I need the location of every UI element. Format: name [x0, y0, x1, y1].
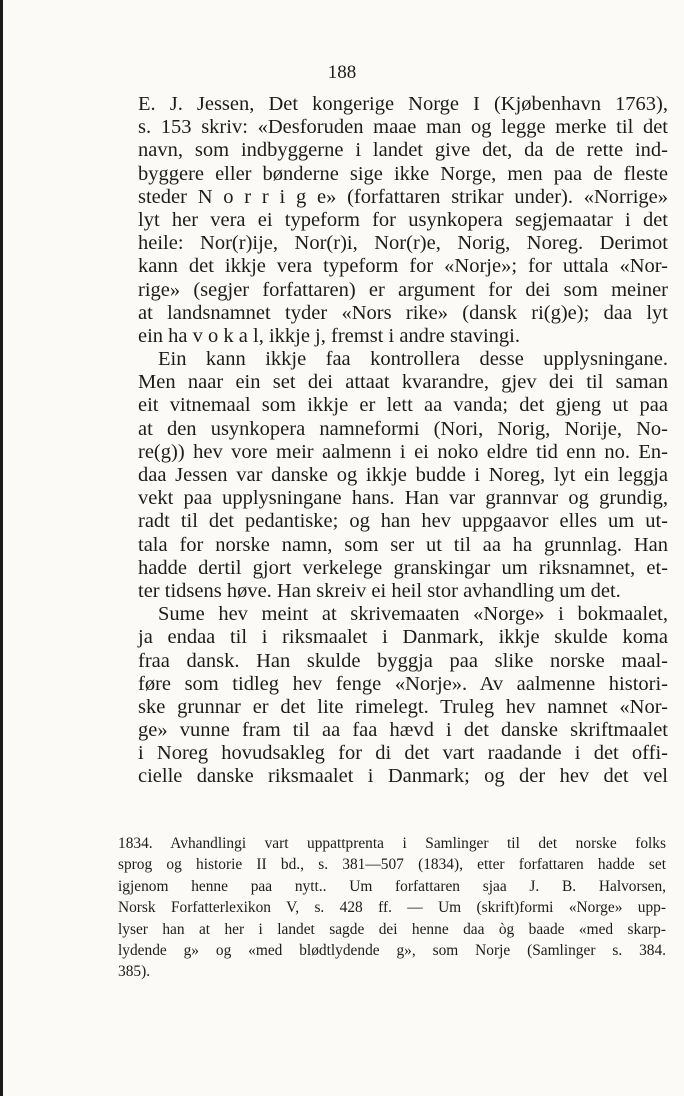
body-line: tala for norske namn, som ser ut til aa ha grunnlag. Han — [138, 533, 668, 556]
footnote-line: 385). — [118, 963, 151, 981]
body-line: hadde dertil gjort verkelege granskingar um riksnamnet, et- — [138, 556, 668, 579]
body-line: Men naar ein set dei attaat kvarandre, gjev dei til saman — [138, 371, 668, 394]
body-line: at landsnamnet tyder «Nors rike» (dansk ri(g)e); daa lyt — [138, 301, 668, 324]
body-line: vekt paa upplysningane hans. Han var grannvar og grundig, — [138, 487, 668, 510]
body-line: ein ha v o k a l, ikkje j, fremst i andre stavingi. — [138, 324, 521, 347]
body-line: fraa dansk. Han skulde byggja paa slike norske maal- — [138, 649, 668, 672]
footnote-line: igjenom henne paa nytt.. Um forfattaren sjaa J. B. Halvorsen, — [118, 877, 666, 895]
body-line: Ein kann ikkje faa kontrollera desse upplysningane. — [158, 348, 668, 371]
body-line: heile: Nor(r)ije, Nor(r)i, Nor(r)e, Norig, Noreg. Derimot — [138, 232, 668, 255]
footnote — [118, 833, 666, 983]
body-line: daa Jessen var danske og ikkje budde i Noreg, lyt ein leggja — [138, 464, 668, 486]
body-line: kann det ikkje vera typeform for «Norje»; for uttala «Nor- — [138, 255, 668, 278]
body-line: byggere eller bønderne sige ikke Norge, men paa de fleste — [138, 162, 668, 185]
body-line: cielle danske riksmaalet i Danmark; og der hev det vel — [138, 765, 668, 788]
body-line: navn, som indbyggerne i landet give det, da de rette ind- — [138, 139, 668, 162]
body-line: s. 153 skriv: «Desforuden maae man og legge merke til det — [138, 116, 668, 139]
footnote-line: sprog og historie II bd., s. 381—507 (1834), etter forfattaren hadde set — [118, 856, 666, 874]
body-line: ske grunnar er det lite rimelegt. Truleg hev namnet «Nor- — [138, 695, 668, 718]
body-line: Sume hev meint at skrivemaaten «Norge» i bokmaalet, — [158, 603, 668, 626]
page-edge-shadow — [0, 0, 3, 1096]
body-line: ge» vunne fram til aa faa hævd i det danske skriftmaalet — [138, 719, 668, 742]
body-text — [138, 93, 668, 789]
body-line: føre som tidleg hev fenge «Norje». Av aalmenne histori- — [138, 672, 668, 695]
body-line: steder N o r r i g e» (forfattaren strikar under). «Norrige» — [138, 185, 668, 208]
body-line: re(g)) hev vore meir aalmenn i ei noko eldre tid enn no. En- — [138, 440, 668, 463]
body-line: at den usynkopera namneformi (Nori, Norig, Norije, No- — [138, 417, 668, 440]
body-line: ja endaa til i riksmaalet i Danmark, ikkje skulde koma — [138, 626, 668, 649]
page-number: 188 — [327, 62, 357, 83]
body-line: E. J. Jessen, Det kongerige Norge I (Kjøbenhavn 1763), — [138, 93, 668, 115]
footnote-line: lydende g» og «med blødtlydende g», som Norje (Samlinger s. 384. — [118, 941, 666, 959]
body-line: eit vitnemaal som ikkje er lett aa vanda; det gjeng ut paa — [138, 394, 668, 417]
body-line: ter tidsens høve. Han skreiv ei heil stor avhandling um det. — [138, 579, 621, 602]
body-line: lyt her vera ei typeform for usynkopera segjemaatar i det — [138, 208, 668, 231]
footnote-line: Norsk Forfatterlexikon V, s. 428 ff. — Um (skrift)formi «Norge» upp- — [118, 899, 666, 917]
body-line: radt til det pedantiske; og han hev uppgaavor elles um ut- — [138, 510, 668, 533]
body-line: i Noreg hovudsakleg for di det vart raadande i det offi- — [138, 742, 668, 765]
footnote-line: lyser han at her i landet sagde dei henne daa òg baade «med skarp- — [118, 920, 666, 938]
footnote-line: 1834. Avhandlingi vart uppattprenta i Samlinger til det norske folks — [118, 835, 666, 852]
body-line: rige» (segjer forfattaren) er argument for dei som meiner — [138, 278, 668, 301]
